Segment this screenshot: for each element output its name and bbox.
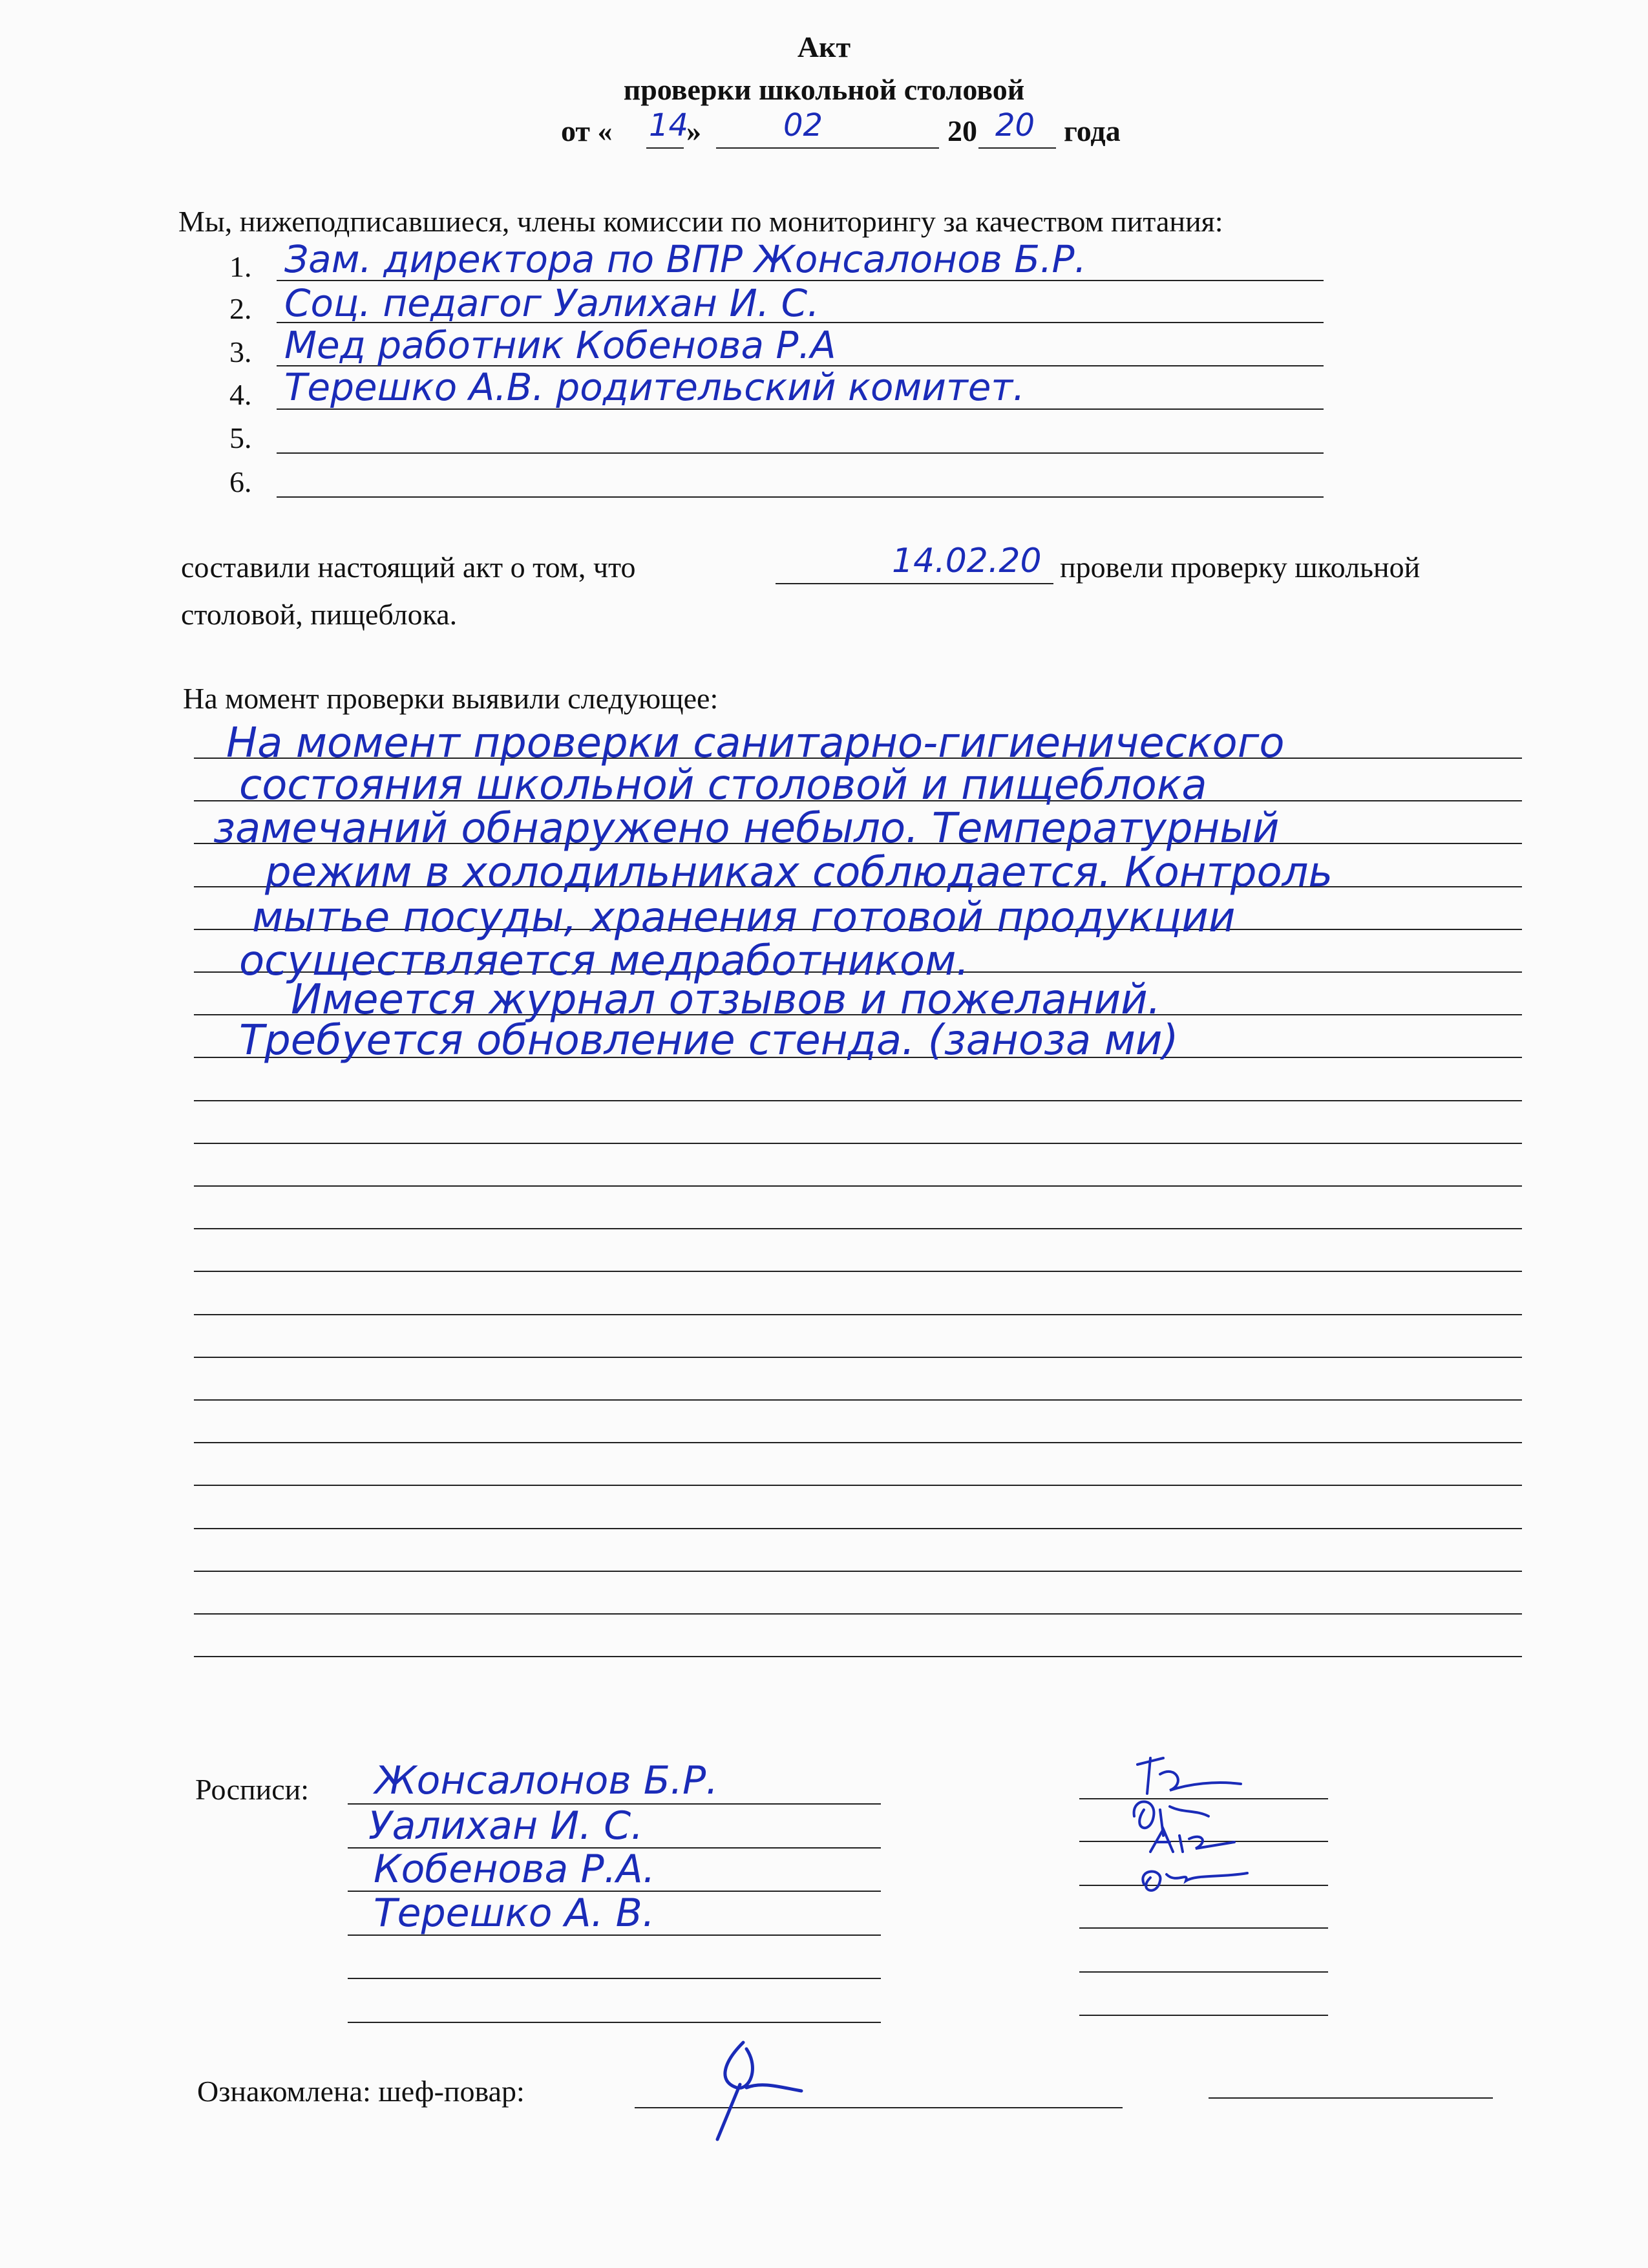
member-value: Соц. педагог Уалихан И. С. <box>284 281 819 325</box>
findings-rule-line <box>194 1528 1522 1529</box>
member-number: 5. <box>229 421 252 454</box>
statement-suffix: провели проверку школьной <box>1060 551 1421 584</box>
findings-rule-line <box>194 1228 1522 1229</box>
member-value: Зам. директора по ВПР Жонсалонов Б.Р. <box>284 237 1086 281</box>
signature-name: Уалихан И. С. <box>368 1803 644 1849</box>
member-number: 6. <box>229 465 252 498</box>
date-month-value: 02 <box>783 107 823 143</box>
statement-line2: столовой, пищеблока. <box>181 598 458 631</box>
member-value: Мед работник Кобенова Р.А <box>284 323 836 367</box>
commission-intro: Мы, нижеподписавшиеся, члены комиссии по мониторингу за качеством питания: <box>178 205 1223 238</box>
signature-name: Терешко А. В. <box>374 1891 655 1936</box>
date-month-line <box>716 147 939 149</box>
signature-name-line <box>348 2022 881 2023</box>
signature-line <box>1079 2015 1328 2016</box>
findings-rule-line <box>194 1357 1522 1358</box>
findings-rule-line <box>194 1271 1522 1272</box>
findings-rule-line <box>194 1613 1522 1615</box>
findings-rule-line <box>194 1185 1522 1187</box>
findings-line: Требуется обновление стенда. (заноза ми) <box>239 1017 1179 1065</box>
date-mid: » <box>686 114 701 147</box>
statement-prefix: составили настоящий акт о том, что <box>181 551 636 584</box>
chef-signature-image <box>698 2030 814 2146</box>
member-value: Терешко А.В. родительский комитет. <box>284 365 1025 409</box>
findings-rule-line <box>194 1314 1522 1315</box>
findings-line: осуществляется медработником. <box>239 937 969 985</box>
acquainted-label: Ознакомлена: шеф-повар: <box>197 2075 525 2108</box>
member-number: 1. <box>229 250 252 283</box>
findings-rule-line <box>194 1656 1522 1657</box>
member-line <box>277 496 1324 498</box>
member-number: 2. <box>229 292 252 325</box>
findings-line: мытье посуды, хранения готовой продукции <box>252 894 1236 942</box>
date-prefix: от « <box>561 114 613 147</box>
chef-name-line <box>1209 2097 1493 2099</box>
findings-rule-line <box>194 1485 1522 1486</box>
findings-line: режим в холодильниках соблюдается. Контроль <box>265 849 1333 896</box>
date-year-line <box>978 147 1056 149</box>
findings-line: состояния школьной столовой и пищеблока <box>239 761 1207 809</box>
member-number: 3. <box>229 335 252 368</box>
date-year-prefix: 20 <box>947 114 977 147</box>
statement-date-line <box>776 583 1053 584</box>
date-day-value: 14 <box>649 107 689 143</box>
document-title: Акт <box>797 30 851 63</box>
signatures-label: Росписи: <box>195 1773 310 1806</box>
document-subtitle: проверки школьной столовой <box>623 73 1025 106</box>
member-number: 4. <box>229 378 252 411</box>
member-line <box>277 452 1324 454</box>
member-signatures-image <box>1125 1745 1280 1933</box>
date-year-value: 20 <box>995 107 1035 143</box>
findings-line: замечаний обнаружено небыло. Температурный <box>213 805 1280 853</box>
signature-name: Жонсалонов Б.Р. <box>375 1758 719 1803</box>
date-day-line <box>646 147 684 149</box>
findings-rule-line <box>194 1100 1522 1101</box>
signature-name-line <box>348 1978 881 1979</box>
statement-date-value: 14.02.20 <box>892 542 1042 580</box>
signature-line <box>1079 1971 1328 1973</box>
findings-rule-line <box>194 1399 1522 1401</box>
findings-label: На момент проверки выявили следующее: <box>183 682 719 715</box>
findings-rule-line <box>194 1442 1522 1443</box>
findings-rule-line <box>194 1143 1522 1144</box>
findings-line: На момент проверки санитарно-гигиенического <box>226 719 1285 767</box>
signature-name: Кобенова Р.А. <box>374 1847 655 1892</box>
findings-rule-line <box>194 1571 1522 1572</box>
findings-line: Имеется журнал отзывов и пожеланий. <box>291 976 1161 1024</box>
date-suffix: года <box>1064 114 1121 147</box>
